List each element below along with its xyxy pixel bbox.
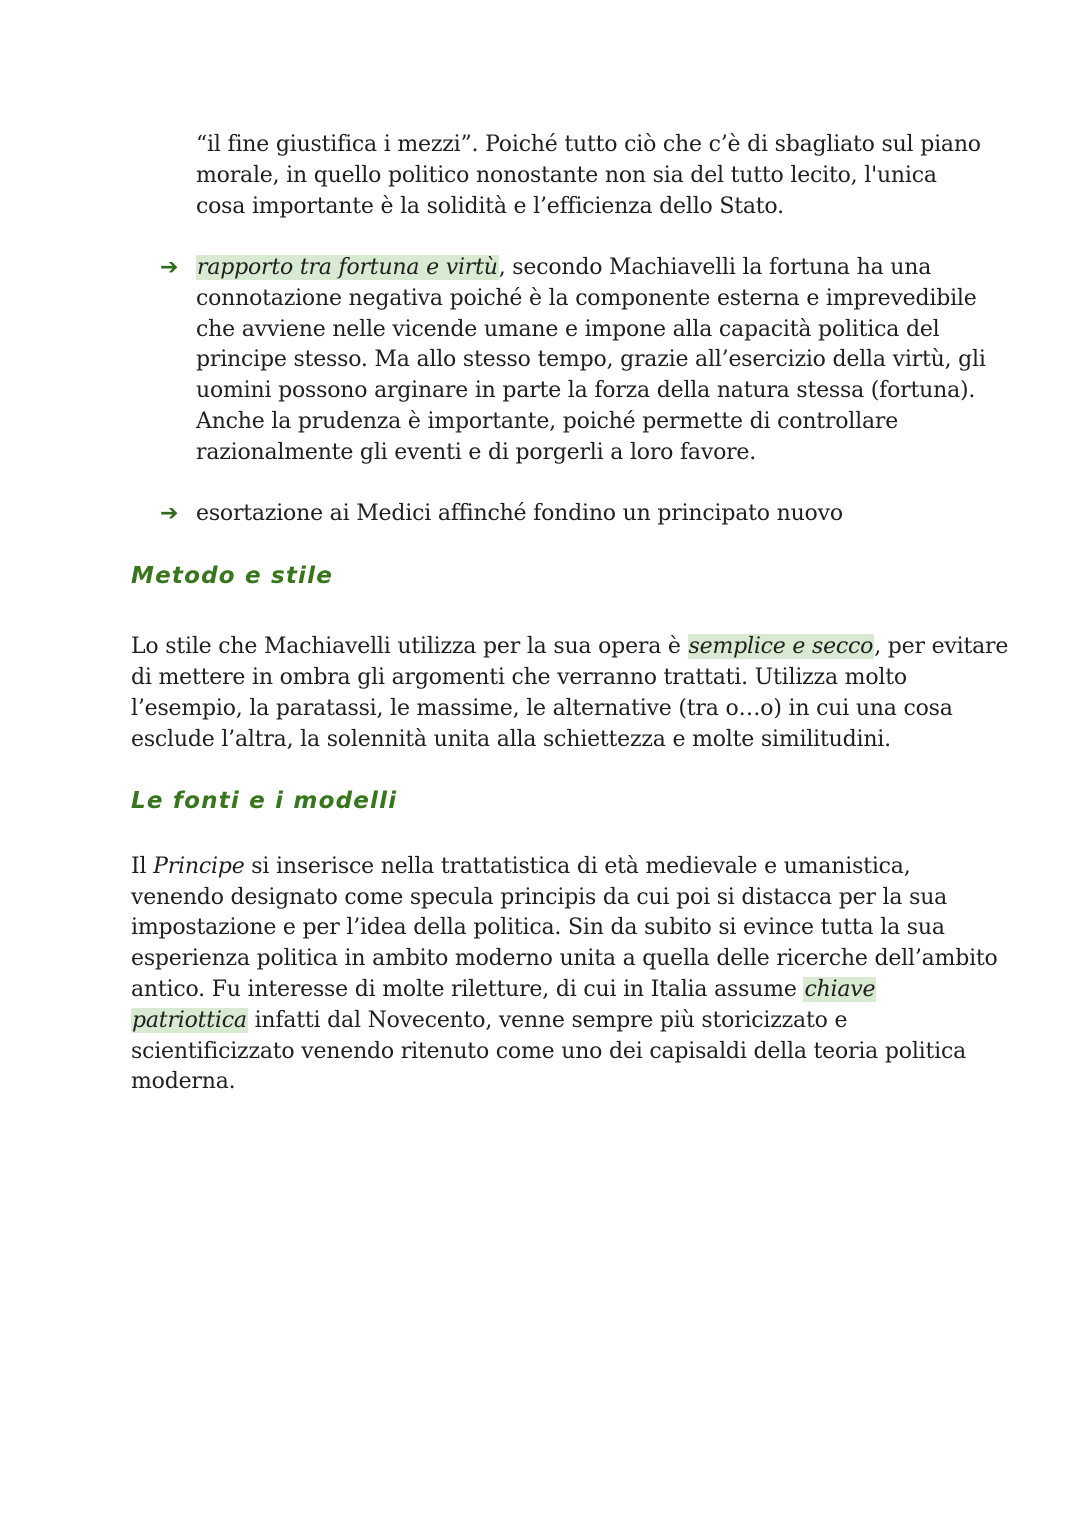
bullet-1-line-1: rapporto tra fortuna e virtù, secondo Machiavelli la fortuna ha una <box>197 255 932 280</box>
fonti-line-6: patriottica infatti dal Novecento, venne sempre più storicizzato e <box>132 1008 848 1033</box>
metodo-line-4: esclude l’altra, la solennità unita alla schiettezza e molte similitudini. <box>131 727 891 752</box>
intro-line-2: morale, in quello politico nonostante non sia del tutto lecito, l'unica <box>196 163 937 188</box>
fonti-line-7: scientificizzato venendo ritenuto come uno dei capisaldi della teoria politica <box>131 1039 967 1064</box>
fonti-line-8: moderna. <box>131 1069 236 1094</box>
fonti-line-5: antico. Fu interesse di molte riletture, di cui in Italia assume chiave <box>131 977 876 1002</box>
metodo-line-3: l’esempio, la paratassi, le massime, le alternative (tra o…o) in cui una cosa <box>131 696 953 721</box>
intro-line-1: “il fine giustifica i mezzi”. Poiché tutto ciò che c’è di sbagliato sul piano <box>196 132 981 157</box>
bullet-1-line-6: Anche la prudenza è importante, poiché permette di controllare <box>196 409 899 434</box>
bullet-1-line-5: uomini possono arginare in parte la forza della natura stessa (fortuna). <box>196 378 976 403</box>
fonti-line-3: impostazione e per l’idea della politica. Sin da subito si evince tutta la sua <box>131 915 945 940</box>
highlight-semplice-secco: semplice e secco <box>688 634 874 659</box>
section-heading-fonti-modelli: Le fonti e i modelli <box>131 788 398 814</box>
section-heading-metodo-stile: Metodo e stile <box>131 563 334 589</box>
metodo-line-1: Lo stile che Machiavelli utilizza per la sua opera è semplice e secco, per evitare <box>131 634 1009 659</box>
bullet-2-line-1: esortazione ai Medici affinché fondino un principato nuovo <box>196 501 843 526</box>
intro-line-3: cosa importante è la solidità e l’efficienza dello Stato. <box>196 194 784 219</box>
fonti-line-4: esperienza politica in ambito moderno unita a quella delle ricerche dell’ambito <box>131 946 998 971</box>
arrow-right-icon: ➔ <box>160 255 179 280</box>
highlight-chiave: chiave <box>804 977 876 1002</box>
fonti-line-1: Il Principe si inserisce nella trattatistica di età medievale e umanistica, <box>131 854 911 879</box>
bullet-1-line-2: connotazione negativa poiché è la componente esterna e imprevedibile <box>196 286 977 311</box>
highlight-fortuna-virtu: rapporto tra fortuna e virtù <box>197 255 498 280</box>
fonti-line-2: venendo designato come specula principis da cui poi si distacca per la sua <box>131 885 948 910</box>
bullet-1-line-3: che avviene nelle vicende umane e impone alla capacità politica del <box>196 317 940 342</box>
arrow-right-icon: ➔ <box>160 501 179 526</box>
bullet-1-line-7: razionalmente gli eventi e di porgerli a loro favore. <box>196 440 757 465</box>
bullet-1-line-4: principe stesso. Ma allo stesso tempo, grazie all’esercizio della virtù, gli <box>196 347 986 372</box>
highlight-patriottica: patriottica <box>132 1008 247 1033</box>
metodo-line-2: di mettere in ombra gli argomenti che verranno trattati. Utilizza molto <box>131 665 907 690</box>
title-principe: Principe <box>153 854 245 879</box>
